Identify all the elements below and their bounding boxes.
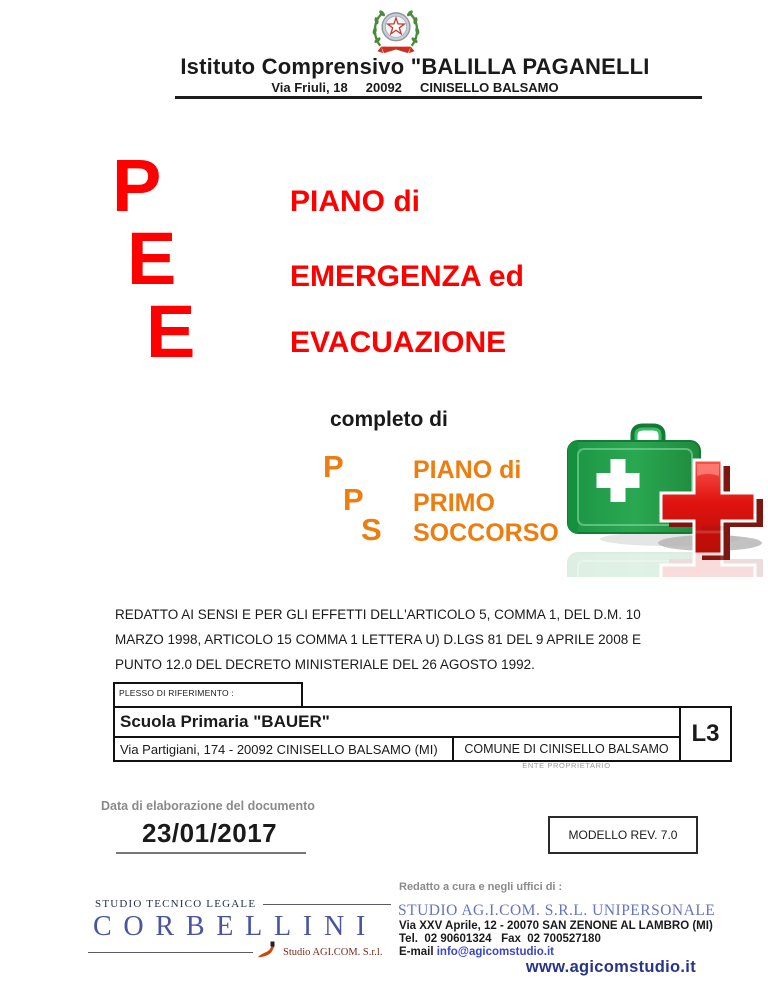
header-divider bbox=[175, 96, 702, 99]
website-link[interactable]: www.agicomstudio.it bbox=[525, 958, 696, 976]
model-revision-box: MODELLO REV. 7.0 bbox=[548, 816, 698, 854]
title-line-emergenza: EMERGENZA ed bbox=[290, 260, 524, 293]
date-label: Data di elaborazione del documento bbox=[101, 799, 315, 813]
pps-line-soccorso: SOCCORSO bbox=[413, 519, 559, 547]
agicom-address: Via XXV Aprile, 12 - 20070 SAN ZENONE AL LAMBRO (MI) bbox=[399, 920, 713, 932]
reference-municipality: COMUNE DI CINISELLO BALSAMO bbox=[464, 742, 669, 756]
legal-paragraph: REDATTO AI SENSI E PER GLI EFFETTI DELL'ARTICOLO 5, COMMA 1, DEL D.M. 10 MARZO 1998, ARTICOLO 15 COMMA 1 LETTERA U) D.LGS 81 DEL 9 APRILE 2008 E PUNTO 12.0 DEL DECRETO MINISTERIALE DEL 26 AGOSTO 1992. bbox=[115, 607, 641, 672]
pps-letter-p1: P bbox=[323, 449, 344, 484]
agicom-email-row bbox=[399, 946, 554, 958]
agicom-company-name: STUDIO AG.I.COM. S.R.L. UNIPERSONALE bbox=[398, 902, 716, 919]
pps-line-primo: PRIMO bbox=[413, 489, 495, 517]
acronym-letter-e2: E bbox=[146, 290, 196, 373]
document-date: 23/01/2017 bbox=[142, 818, 278, 848]
corbellini-top-rule bbox=[263, 904, 391, 905]
title-line-evacuazione: EVACUAZIONE bbox=[290, 326, 507, 359]
italian-republic-emblem-icon bbox=[366, 5, 426, 60]
email-label: E-mail bbox=[399, 946, 437, 958]
completo-di-label: completo di bbox=[330, 408, 448, 431]
school-address: Via Friuli, 18 20092 CINISELLO BALSAMO bbox=[271, 80, 559, 95]
title-line-piano: PIANO di bbox=[290, 185, 421, 218]
reference-table bbox=[113, 706, 732, 762]
corbellini-studio-label: Studio AGI.COM. S.r.l. bbox=[283, 947, 383, 958]
plesso-riferimento-label: PLESSO DI RIFERIMENTO : bbox=[113, 682, 303, 708]
acronym-letter-e1: E bbox=[127, 217, 177, 300]
date-underline bbox=[116, 852, 306, 854]
first-aid-kit-icon bbox=[550, 415, 765, 582]
reference-school-address: Via Partigiani, 174 - 20092 CINISELLO BALSAMO (MI) bbox=[115, 738, 454, 760]
redatto-label: Redatto a cura e negli uffici di : bbox=[399, 881, 563, 893]
reference-school-name: Scuola Primaria "BAUER" bbox=[115, 708, 679, 738]
reference-code: L3 bbox=[679, 708, 730, 760]
school-name: Istituto Comprensivo "BALILLA PAGANELLI bbox=[180, 54, 650, 79]
ente-proprietario-caption: ENTE PROPRIETARIO bbox=[522, 761, 611, 770]
pps-letter-p2: P bbox=[343, 482, 364, 517]
corbellini-bottom-row bbox=[88, 941, 391, 964]
corbellini-figure-icon bbox=[257, 941, 279, 964]
corbellini-logo-text: CORBELLINI bbox=[93, 911, 378, 942]
acronym-letter-p: P bbox=[112, 144, 162, 227]
studio-tecnico-legale-label: STUDIO TECNICO LEGALE bbox=[95, 898, 257, 910]
pps-line-piano: PIANO di bbox=[413, 456, 522, 484]
corbellini-bottom-rule bbox=[88, 952, 253, 953]
agicom-phone-fax: Tel. 02 90601324 Fax 02 700527180 bbox=[399, 933, 601, 945]
studio-tecnico-legale-row bbox=[95, 898, 391, 910]
pps-letter-s: S bbox=[361, 512, 382, 547]
email-link[interactable]: info@agicomstudio.it bbox=[436, 946, 554, 958]
